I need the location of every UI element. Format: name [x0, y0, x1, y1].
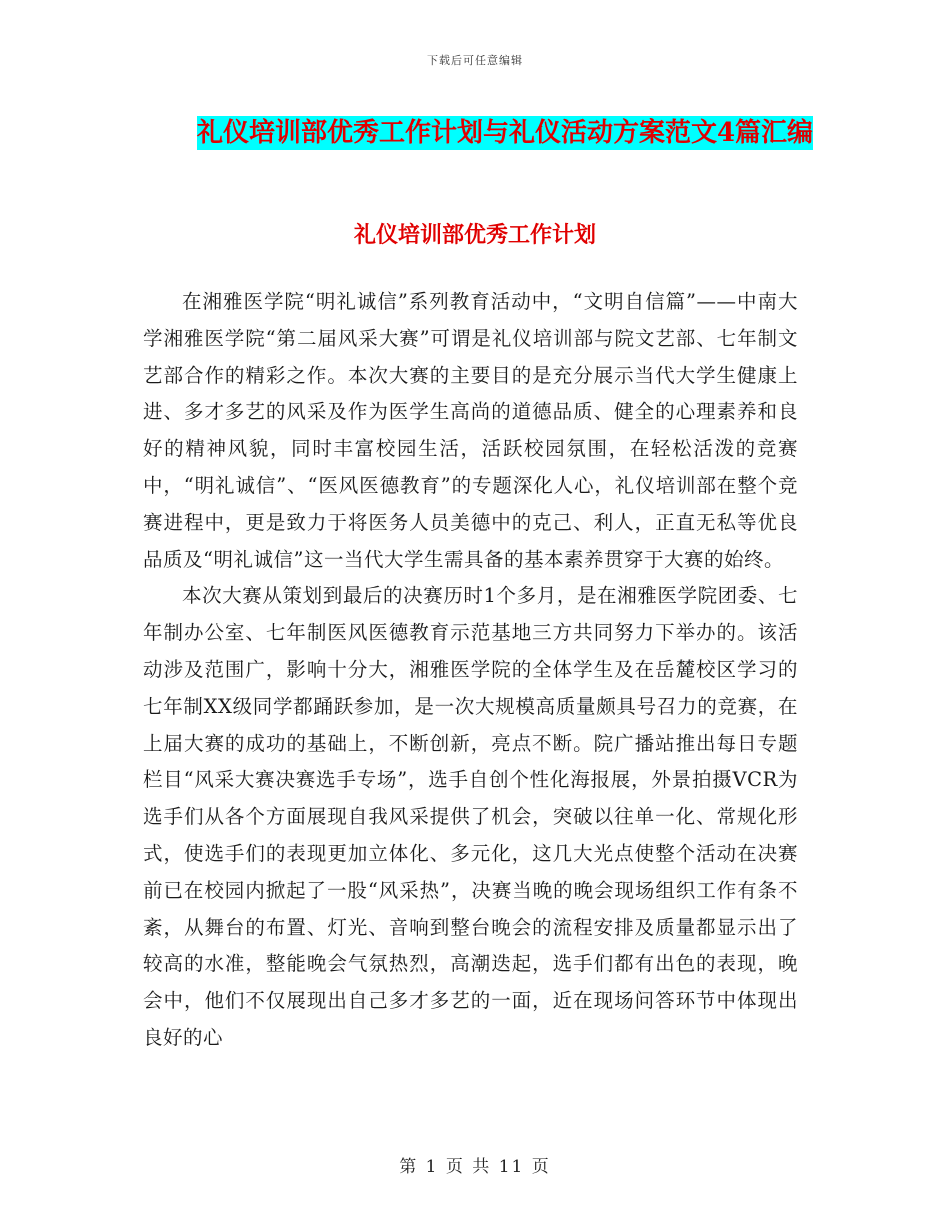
paragraph: 在湘雅医学院“明礼诚信”系列教育活动中，“文明自信篇”——中南大学湘雅医学院“第二届风采大赛”可谓是礼仪培训部与院文艺部、七年制文艺部合作的精彩之作。本次大赛的主要目的是充分展示当代大学生健康上进、多才多艺的风采及作为医学生高尚的道德品质、健全的心理素养和良好的精神风貌，同时丰富校园生活，活跃校园氛围，在轻松活泼的竞赛中，“明礼诚信”、“医风医德教育”的专题深化人心，礼仪培训部在整个竞赛进程中，更是致力于将医务人员美德中的克己、利人，正直无私等优良品质及“明礼诚信”这一当代大学生需具备的基本素养贯穿于大赛的始终。: [143, 290, 798, 571]
section-title: 礼仪培训部优秀工作计划: [353, 222, 596, 248]
document-title: [195, 106, 815, 160]
document-title-text: 礼仪培训部优秀工作计划与礼仪活动方案范文4篇汇编: [196, 118, 814, 148]
paragraph: 本次大赛从策划到最后的决赛历时1个多月，是在湘雅医学院团委、七年制办公室、七年制医风医德教育示范基地三方共同努力下举办的。该活动涉及范围广，影响十分大，湘雅医学院的全体学生及在岳麓校区学习的七年制XX级同学都踊跃参加，是一次大规模高质量颇具号召力的竞赛，在上届大赛的成功的基础上，不断创新，亮点不断。院广播站推出每日专题栏目“风采大赛决赛选手专场”，选手自创个性化海报展，外景拍摄VCR为选手们从各个方面展现自我风采提供了机会，突破以往单一化、常规化形式，使选手们的表现更加立体化、多元化，这几大光点使整个活动在决赛前已在校园内掀起了一股“风采热”，决赛当晚的晚会现场组织工作有条不紊，从舞台的布置、灯光、音响到整台晚会的流程安排及质量都显示出了较高的水准，整能晚会气氛热烈，高潮迭起，选手们都有出色的表现，晚会中，他们不仅展现出自己多才多艺的一面，近在现场问答环节中体现出良好的心: [143, 584, 798, 1049]
download-note: 下载后可任意编辑: [427, 54, 523, 67]
document-body: [143, 284, 798, 1057]
page-number: 第 1 页 共 11 页: [399, 1157, 551, 1177]
